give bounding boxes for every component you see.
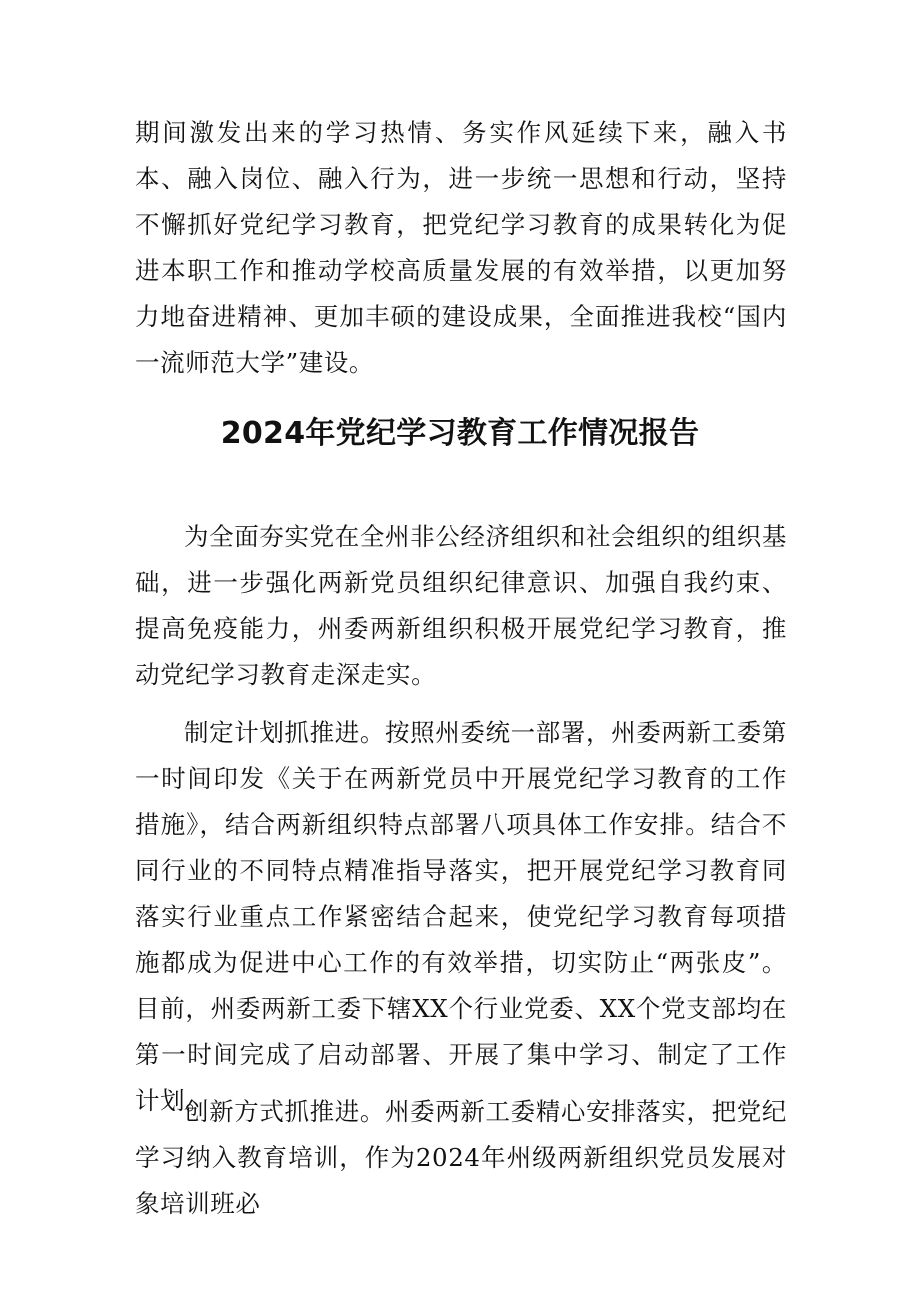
paragraph-plan: 制定计划抓推进。按照州委统一部署，州委两新工委第一时间印发《关于在两新党员中开展党纪学习教育的工作措施》，结合两新组织特点部署八项具体工作安排。结合不同行业的不同特点精准指导落实，把开展党纪学习教育同落实行业重点工作紧密结合起来，使党纪学习教育每项措施都成为促进中心工作的有效举措，切实防止“两张皮”。目前，州委两新工委下辖XX个行业党委、XX个党支部均在第一时间完成了启动部署、开展了集中学习、制定了工作计划。 (135, 718, 787, 1115)
report-title: 2024年党纪学习教育工作情况报告 (220, 416, 700, 451)
paragraph-innovate: 创新方式抓推进。州委两新工委精心安排落实，把党纪学习纳入教育培训，作为2024年州级两新组织党员发展对象培训班必 (135, 1097, 787, 1218)
continued-paragraph: 期间激发出来的学习热情、务实作风延续下来，融入书本、融入岗位、融入行为，进一步统一思想和行动，坚持不懈抓好党纪学习教育，把党纪学习教育的成果转化为促进本职工作和推动学校高质量发展的有效举措，以更加努力地奋进精神、更加丰硕的建设成果，全面推进我校“国内一流师范大学”建设。 (135, 118, 787, 377)
paragraph-intro: 为全面夯实党在全州非公经济组织和社会组织的组织基础，进一步强化两新党员组织纪律意识、加强自我约束、提高免疫能力，州委两新组织积极开展党纪学习教育，推动党纪学习教育走深走实。 (135, 522, 787, 689)
